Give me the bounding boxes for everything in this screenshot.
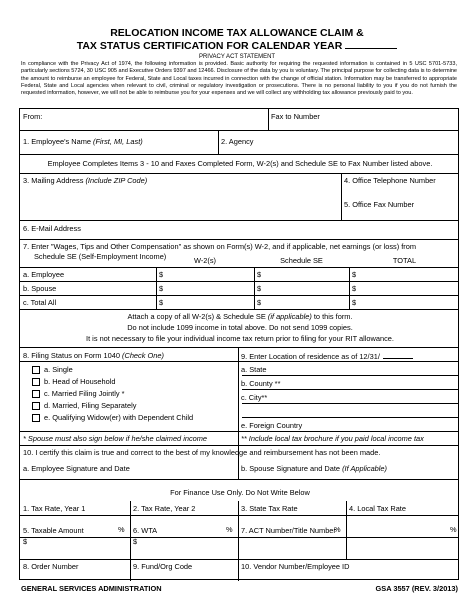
form-title-line1: RELOCATION INCOME TAX ALLOWANCE CLAIM & [110,27,364,39]
footer-agency: GENERAL SERVICES ADMINISTRATION [21,584,162,593]
dollar-sign: $ [257,298,262,307]
mailing-address-num: 3. Mailing Address [23,176,84,185]
mailing-address-hint: (Include ZIP Code) [85,176,148,185]
email-label: 6. E-Mail Address [23,224,81,233]
row-total-label: c. Total All [23,298,57,307]
col-header-w2: W-2(s) [193,256,217,265]
percent-sign: % [450,525,457,534]
married-separately-checkbox[interactable] [32,402,40,410]
agency-label: 2. Agency [221,137,254,146]
attach-note-c: to this form. [311,312,353,321]
foreign-country-label: e. Foreign Country [241,421,303,430]
calendar-year-field[interactable] [345,39,397,49]
percent-sign: % [226,525,233,534]
dollar-sign: $ [352,270,357,279]
filing-status-label [23,351,164,360]
employee-name-hint: (First, MI, Last) [93,137,143,146]
filing-status-hint: (Check One) [122,351,164,360]
row-employee-label: a. Employee [23,270,65,279]
dollar-sign: $ [159,284,164,293]
head-of-household-label: b. Head of Household [44,377,116,386]
spouse-signature-num: b. Spouse Signature and Date [241,464,341,473]
employee-signature-label: a. Employee Signature and Date [23,464,130,473]
married-jointly-label: c. Married Filing Jointly * [44,389,125,398]
dollar-sign: $ [352,284,357,293]
employee-name-label [23,137,143,146]
filing-note: It is not necessary to file your individual income tax return prior to filing for your RIT allowance. [86,334,394,343]
footer-form-id: GSA 3557 (REV. 3/2013) [375,584,458,593]
filing-status-num: 8. Filing Status on Form 1040 [23,351,120,360]
order-number-label: 8. Order Number [23,562,79,571]
dollar-sign: $ [257,284,262,293]
taxable-dollar: $ [23,537,28,546]
local-tax-note: ** Include local tax brochure if you paid local income tax [241,434,424,443]
dollar-sign: $ [257,270,262,279]
from-label: From: [23,112,43,121]
attach-note-a: Attach a copy of all W-2(s) & Schedule SE [127,312,268,321]
local-tax-rate-label: 4. Local Tax Rate [349,504,406,513]
privacy-statement: In compliance with the Privacy Act of 1974, the following information is provided. Basic authority for requiring the requested information is contained in 5 USC 5701-5733, particularly sections 5724, 30 USC 905 and Executive Orders 9397 and 12466. Disclosure of the data by you is voluntary. The principal purpose for collecting data is to determine the amount to reimburse an employee for Federal, State and Local taxes incurred in connection with the change of official station. Information may be transferred to appropriate Federal, State and Local agencies when relevant to civil, criminal or regulatory investigation or prosecutions. There is no personal liability to you if you do not furnish the requested information, however, we will not be able to reimburse you for your expenses and we will collect any withholding tax allowance previously paid to you. [21,61,457,97]
wta-dollar: $ [133,537,138,546]
residence-location-text: 9. Enter Location of residence as of 12/31/ [241,352,380,361]
spouse-sign-note: * Spouse must also sign below if he/she claimed income [23,434,208,443]
act-number-label: 7. ACT Number/Title Number [241,526,336,535]
wages-instruction-line1: 7. Enter "Wages, Tips and Other Compensation" as shown on Form(s) W-2, and if applicable, net earnings (or loss) from [23,242,417,251]
col-header-schedule-se: Schedule SE [280,256,323,265]
percent-sign: % [118,525,125,534]
residence-year-field[interactable] [383,351,413,359]
row-spouse-label: b. Spouse [23,284,57,293]
wta-label: 6. WTA [133,526,158,535]
head-of-household-checkbox[interactable] [32,378,40,386]
city-label: c. City** [241,393,268,402]
married-separately-label: d. Married, Filing Separately [44,401,137,410]
dollar-sign: $ [159,298,164,307]
percent-sign: % [334,525,341,534]
office-fax-label: 5. Office Fax Number [344,200,415,209]
vendor-number-label: 10. Vendor Number/Employee ID [241,562,350,571]
form-title-text: TAX STATUS CERTIFICATION FOR CALENDAR YEAR [76,40,343,52]
1099-note: Do not include 1099 income in total above. Do not send 1099 copies. [127,323,353,332]
qualifying-widow-checkbox[interactable] [32,414,40,422]
tax-rate-year2-label: 2. Tax Rate, Year 2 [133,504,196,513]
single-checkbox[interactable] [32,366,40,374]
attach-note [20,312,460,321]
mailing-address-label [23,176,147,185]
finance-use-heading: For Finance Use Only. Do Not Write Below [170,488,310,497]
tax-rate-year1-label: 1. Tax Rate, Year 1 [23,504,86,513]
form-grid [19,108,459,580]
certify-statement: 10. I certify this claim is true and correct to the best of my knowledge and reimbursement has not been made. [23,448,381,457]
residence-location-label [241,351,413,361]
fund-org-code-label: 9. Fund/Org Code [133,562,193,571]
single-label: a. Single [44,365,73,374]
employee-instruction: Employee Completes Items 3 - 10 and Faxes Completed Form, W-2(s) and Schedule SE to Fax Number listed above. [47,159,433,168]
col-header-total: TOTAL [392,256,417,265]
office-telephone-label: 4. Office Telephone Number [344,176,436,185]
spouse-signature-label [241,464,387,473]
taxable-amount-label: 5. Taxable Amount [23,526,84,535]
wages-instruction-line2: Schedule SE (Self-Employment Income) [34,252,167,261]
privacy-heading: PRIVACY ACT STATEMENT [198,54,276,60]
qualifying-widow-label: e. Qualifying Widow(er) with Dependent Child [44,413,194,422]
spouse-signature-hint: (If Applicable) [342,464,388,473]
state-label: a. State [241,365,267,374]
dollar-sign: $ [159,270,164,279]
state-tax-rate-label: 3. State Tax Rate [241,504,298,513]
attach-note-b: (if applicable) [267,312,312,321]
fax-to-label: Fax to Number [271,112,320,121]
county-label: b. County ** [241,379,281,388]
married-jointly-checkbox[interactable] [32,390,40,398]
dollar-sign: $ [352,298,357,307]
employee-name-num: 1. Employee's Name [23,137,91,146]
form-title-line2 [0,39,474,52]
